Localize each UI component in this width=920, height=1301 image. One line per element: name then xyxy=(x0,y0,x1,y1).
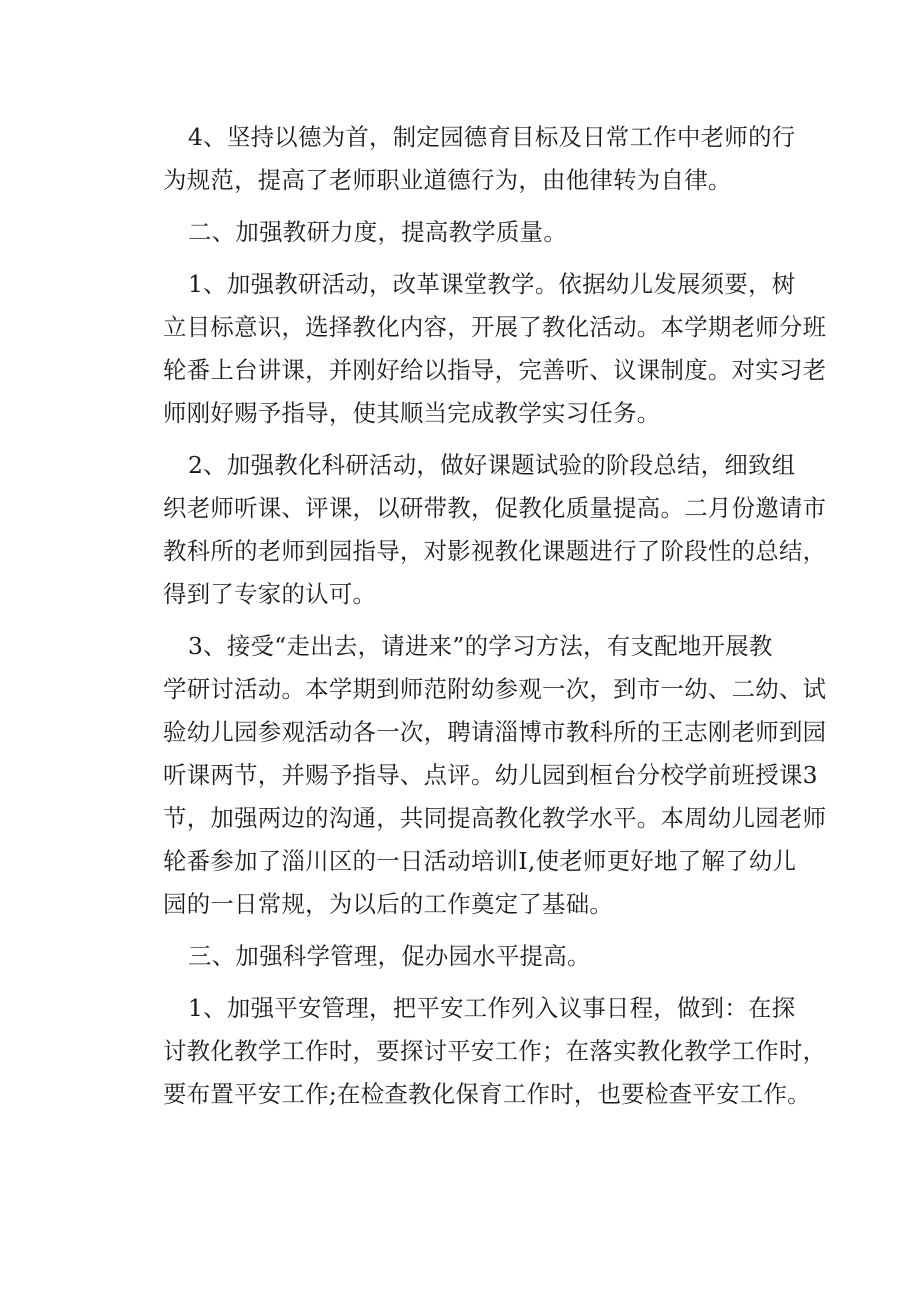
paragraph xyxy=(163,444,827,616)
text-line: 要布置平安工作;在检查教化保育工作时，也要检查平安工作。 xyxy=(163,1080,811,1108)
text-line: 4、坚持以德为首，制定园德育目标及日常工作中老师的行 xyxy=(188,123,796,151)
text-line: 讨教化教学工作时，要探讨平安工作；在落实教化教学工作时， xyxy=(163,1037,827,1065)
text-line: 3、接受“走出去，请进来”的学习方法，有支配地开展教 xyxy=(188,632,773,660)
text-line: 验幼儿园参观活动各一次，聘请淄博市教科所的王志刚老师到园 xyxy=(163,718,827,746)
text-line: 1、加强平安管理，把平安工作列入议事日程，做到：在探 xyxy=(188,994,796,1022)
text-line: 2、加强教化科研活动，做好课题试验的阶段总结，细致组 xyxy=(188,451,796,479)
paragraph xyxy=(163,625,827,926)
document-body xyxy=(163,116,827,1116)
text-line: 二、加强教研力度，提高教学质量。 xyxy=(188,218,568,246)
text-line: 织老师听课、评课，以研带教，促教化质量提高。二月份邀请市 xyxy=(163,494,827,522)
text-line: 师刚好赐予指导，使其顺当完成教学实习任务。 xyxy=(163,399,661,427)
text-line: 节，加强两边的沟通，共同提高教化教学水平。本周幼儿园老师 xyxy=(163,804,827,832)
section-heading xyxy=(163,211,803,254)
text-line: 为规范，提高了老师职业道德行为，由他律转为自律。 xyxy=(163,166,732,194)
text-line: 1、加强教研活动，改革课堂教学。依据幼儿发展须要，树 xyxy=(188,270,796,298)
paragraph xyxy=(163,116,803,202)
paragraph xyxy=(163,263,827,435)
text-line: 轮番上台讲课，并刚好给以指导，完善听、议课制度。对实习老 xyxy=(163,356,827,384)
section-heading xyxy=(163,935,803,978)
text-line: 轮番参加了淄川区的一日活动培训I,使老师更好地了解了幼儿 xyxy=(163,847,797,875)
text-line: 学研讨活动。本学期到师范附幼参观一次，到市一幼、二幼、试 xyxy=(163,675,827,703)
text-line: 立目标意识，选择教化内容，开展了教化活动。本学期老师分班 xyxy=(163,313,827,341)
text-line: 园的一日常规，为以后的工作奠定了基础。 xyxy=(163,890,614,918)
text-line: 听课两节，并赐予指导、点评。幼儿园到桓台分校学前班授课3 xyxy=(163,761,818,789)
text-line: 教科所的老师到园指导，对影视教化课题进行了阶段性的总结， xyxy=(163,537,827,565)
paragraph xyxy=(163,987,827,1116)
text-line: 得到了专家的认可。 xyxy=(163,580,377,608)
text-line: 三、加强科学管理，促办园水平提高。 xyxy=(188,942,591,970)
